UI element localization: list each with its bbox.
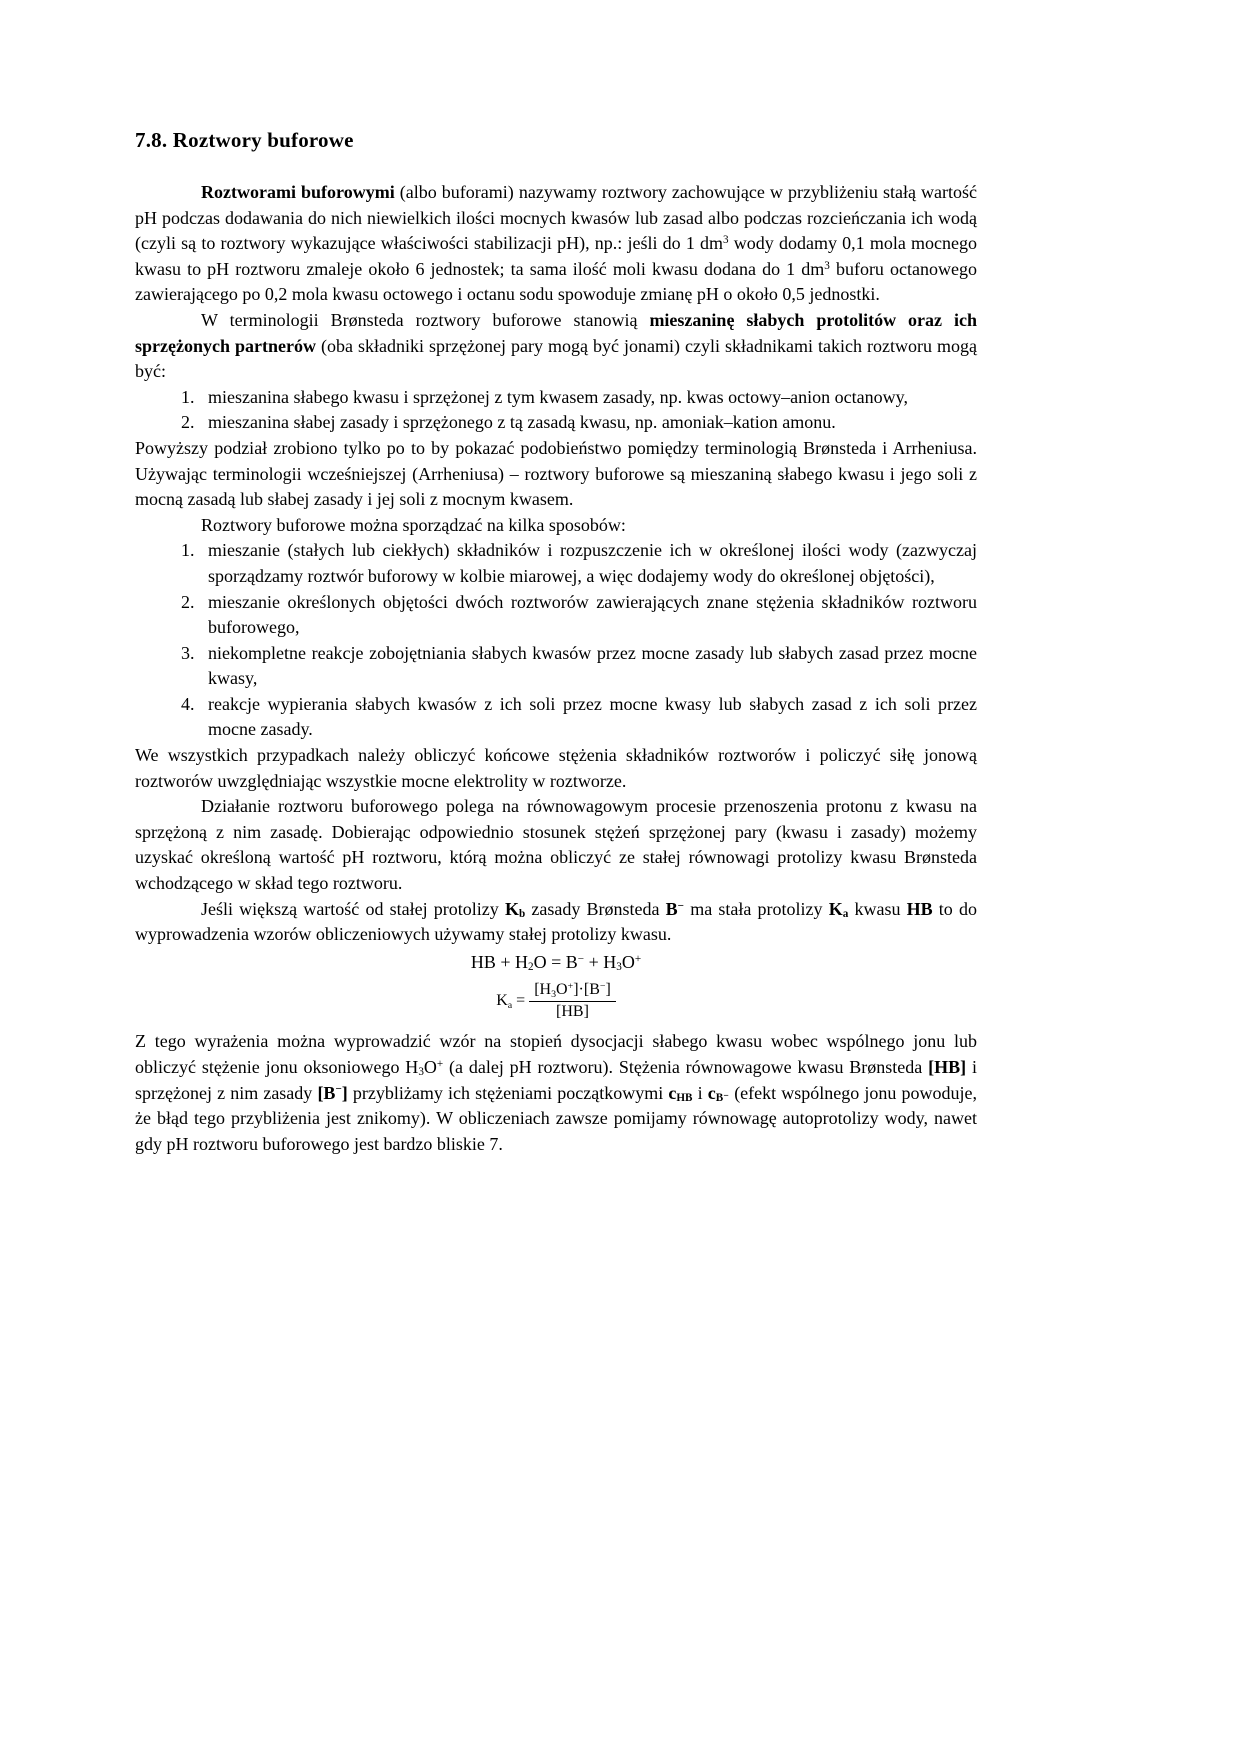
list-item [135, 692, 977, 743]
list-item-number: 4. [181, 693, 195, 714]
paragraph-arrhenius-comparison: Powyższy podział zrobiono tylko po to by pokazać podobieństwo pomiędzy terminologią Brønsteda i Arrheniusa. Używając terminologii wcześniejszej (Arrheniusa) – roztwory buforowe są mieszaniną słabego kwasu i jego soli z mocną zasadą lub słabej zasady i jej soli z mocnym kwasem. [135, 437, 977, 510]
paragraph-final-concentrations: We wszystkich przypadkach należy obliczyć końcowe stężenia składników roztworów i policzyć siłę jonową roztworów uwzględniając wszystkie mocne elektrolity w roztworze. [135, 745, 977, 791]
list-item [135, 538, 977, 589]
fraction [529, 981, 616, 1021]
list-item [135, 410, 977, 436]
paragraph-ka-kb-condition: Jeśli większą wartość od stałej protolizy $K_b$ zasady Brønsteda B− ma stała protolizy $K_a$ kwasu HB to do wyprowadzenia wzorów obliczeniowych używamy stałej protolizy kwasu. [135, 898, 977, 945]
list-item-number: 1. [181, 540, 195, 561]
equation-ka-lhs: $K_a$ = [496, 992, 526, 1011]
paragraph-preparation-intro: Roztwory buforowe można sporządzać na kilka sposobów: [201, 514, 626, 535]
fraction-denominator: [HB] [556, 1003, 589, 1021]
list-item-number: 2. [181, 591, 195, 612]
list-item-number: 2. [181, 412, 195, 433]
list-preparation-methods [135, 538, 977, 743]
list-item [135, 385, 977, 411]
section-title: 7.8. Roztwory buforowe [135, 128, 354, 152]
paragraph-buffer-action: Działanie roztworu buforowego polega na równowagowym procesie przenoszenia protonu z kwasu na sprzężoną z nim zasadę. Dobierając odpowiednio stosunek stężeń sprzężonej pary (kwasu i zasady) możemy uzyskać określoną wartość pH roztworu, którą można obliczyć ze stałej równowagi protolizy kwasu Brønsteda wchodzącego w skład tego roztworu. [135, 796, 977, 894]
list-item-text: mieszanie (stałych lub ciekłych) składników i rozpuszczenie ich w określonej ilości wody (zazwyczaj sporządzamy roztwór buforowy w kolbie miarowej, a więc dodajemy wody do określonej objętości), [208, 540, 977, 586]
list-item-text: niekompletne reakcje zobojętniania słabych kwasów przez mocne zasady lub słabych zasad przez mocne kwasy, [208, 642, 977, 689]
list-item-number: 3. [181, 642, 195, 663]
paragraph-buffer-definition: Roztworami buforowymi (albo buforami) nazywamy roztwory zachowujące w przybliżeniu stałą wartość pH podczas dodawania do nich niewielkich ilości mocnych kwasów lub zasad albo podczas rozcieńczania ich wodą (czyli są to roztwory wykazujące właściwości stabilizacji pH), np.: jeśli do 1 $dm^3$ wody dodamy 0,1 mola mocnego kwasu to pH roztworu zmaleje około 6 jednostek; ta sama ilość moli kwasu dodana do 1 $dm^3$ buforu octanowego zawierającego po 0,2 mola kwasu octowego i octanu sodu spowoduje zmianę pH o około 0,5 jednostki. [135, 182, 978, 305]
equation-ka-expression [135, 981, 977, 1021]
list-item-number: 1. [181, 386, 195, 407]
paragraph-common-ion-effect: Z tego wyrażenia można wyprowadzić wzór na stopień dysocjacji słabego kwasu wobec wspólnego jonu lub obliczyć stężenie jonu oksoniowego $H_3O^+$ (a dalej pH roztworu). Stężenia równowagowe kwasu Brønsteda [HB] i sprzężonej z nim zasady [B−] przybliżamy ich stężeniami początkowymi $c_{HB}$ i $c_{B^-}$ (efekt wspólnego jonu powoduje, że błąd tego przybliżenia jest znikomy). W obliczeniach zawsze pomijamy równowagę autoprotolizy wody, nawet gdy pH roztworu buforowego jest bardzo bliskie 7. [135, 1031, 978, 1154]
list-item [135, 641, 977, 692]
list-item-text: mieszanina słabego kwasu i sprzężonej z tym kwasem zasady, np. kwas octowy–anion octanowy, [208, 386, 908, 407]
paragraph-bronsted-terminology: W terminologii Brønsteda roztwory buforowe stanowią mieszaninę słabych protolitów oraz ich sprzężonych partnerów (oba składniki sprzężonej pary mogą być jonami) czyli składnikami takich roztworu mogą być: [135, 309, 977, 382]
equation-protolysis-reaction: HB + $H_2O = B^- + H_3O^+$ [470, 951, 642, 974]
list-buffer-components [135, 385, 977, 436]
list-item-text: mieszanie określonych objętości dwóch roztworów zawierających znane stężenia składników roztworu buforowego, [208, 591, 977, 638]
fraction-numerator: $[H_3O^+]\cdot[B^-]$ [529, 981, 616, 1002]
list-item-text: reakcje wypierania słabych kwasów z ich soli przez mocne kwasy lub słabych zasad z ich soli przez mocne zasady. [208, 693, 977, 740]
list-item-text: mieszanina słabej zasady i sprzężonego z tą zasadą kwasu, np. amoniak–kation amonu. [208, 412, 836, 433]
list-item [135, 590, 977, 641]
